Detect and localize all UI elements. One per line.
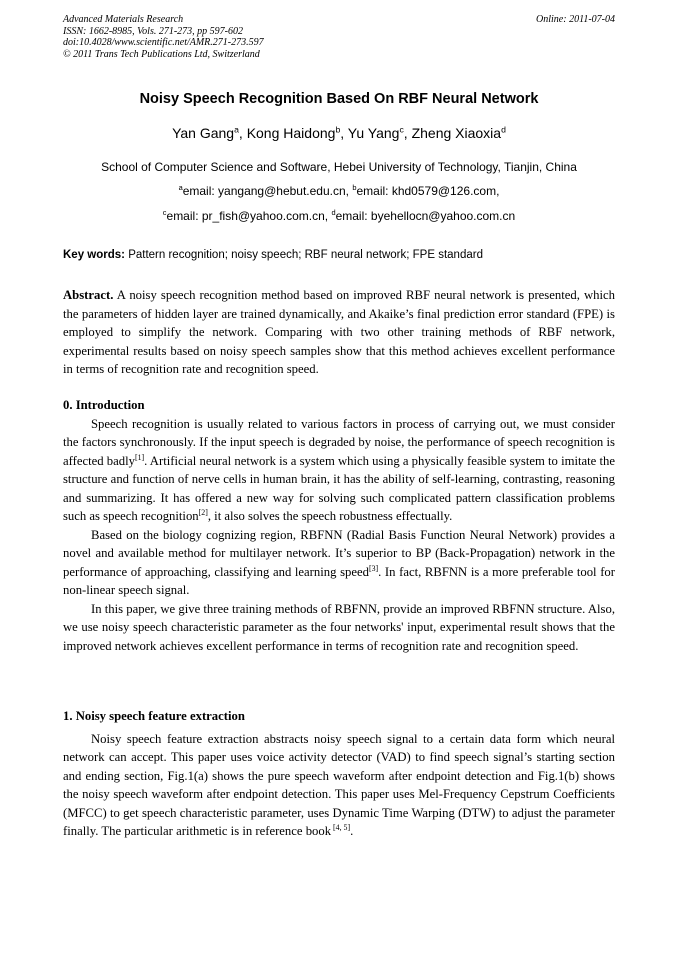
citation: [4, 5] <box>331 822 351 832</box>
author-name: Zheng Xiaoxia <box>411 125 502 141</box>
author-sup: d <box>501 124 506 135</box>
citation: [1] <box>134 452 145 462</box>
journal-header <box>63 14 615 60</box>
paragraph: Speech recognition is usually related to various factors in process of carrying out, we must consider the factors synchronously. If the input speech is degraded by noise, the performance of speech recognition is affected badly[1]. Artificial neural network is a system which using a physically feasible system to imitate the structure and function of nerve cells in human brain, it has the ability of self-learning, contrasting, reasoning and summarizing. It has offered a new way for solving such complicated pattern classification problems such as speech recognition[2], it also solves the speech robustness effectually. <box>63 416 615 523</box>
issn-line: ISSN: 1662-8985, Vols. 271-273, pp 597-602 <box>63 25 243 37</box>
affiliation: School of Computer Science and Software, Hebei University of Technology, Tianjin, China <box>101 160 577 174</box>
section-feature-extraction <box>63 707 615 841</box>
keywords-label: Key words: <box>63 249 125 261</box>
author-sup: a <box>234 124 239 135</box>
citation: [3] <box>368 563 379 573</box>
author-sup: c <box>399 124 404 135</box>
abstract <box>63 286 615 379</box>
online-date: Online: 2011-07-04 <box>536 14 615 25</box>
author-name: Kong Haidong <box>246 125 336 141</box>
keywords-text: Pattern recognition; noisy speech; RBF neural network; FPE standard <box>125 249 483 261</box>
section-heading: 1. Noisy speech feature extraction <box>63 709 245 723</box>
author-sup: b <box>335 124 341 135</box>
section-heading: 0. Introduction <box>63 398 145 412</box>
citation: [2] <box>198 507 208 517</box>
copyright-line: © 2011 Trans Tech Publications Ltd, Switzerland <box>63 48 260 60</box>
journal-name: Advanced Materials Research <box>63 14 184 25</box>
author-name: Yan Gang <box>172 125 235 141</box>
keywords <box>63 249 615 261</box>
doi-line: doi:10.4028/www.scientific.net/AMR.271-273.597 <box>63 37 264 48</box>
email-line-1: $^a$email: yangang@hebut.edu.cn, $^b$email: khd0579@126.com, <box>178 183 500 198</box>
paragraph: In this paper, we give three training methods of RBFNN, provide an improved RBFNN structure. Also, we use noisy speech characteristic parameter as the four networks' input, experimental result shows that the improved network achieves excellent performance in terms of recognition rate and recognition speed. <box>63 601 615 653</box>
abstract-label: Abstract. <box>63 288 114 302</box>
abstract-text: A noisy speech recognition method based on improved RBF neural network is presented, which the parameters of hidden layer are trained dynamically, and Akaike’s final prediction error standard (FPE) is employed to simplify the network. Comparing with two other training methods of RBF network, experimental results based on noisy speech samples show that this method achieves excellent performance in terms of recognition rate and recognition speed. <box>63 288 615 376</box>
email-line-2: $^c$email: pr_fish@yahoo.com.cn, $^d$email: byehellocn@yahoo.com.cn <box>162 208 516 223</box>
section-introduction <box>63 396 615 655</box>
author-list: Yan Gang$^a$, Kong Haidong$^b$, Yu Yang$^c$, Zheng Xiaoxia$^d$ <box>172 124 506 141</box>
paragraph: Based on the biology cognizing region, RBFNN (Radial Basis Function Neural Network) provides a novel and available method for multilayer network. It’s superior to BP (Back-Propagation) network in the performance of approaching, classifying and learning speed[3]. In fact, RBFNN is a more preferable tool for non-linear speech signal. <box>63 527 615 597</box>
paragraph: Noisy speech feature extraction abstracts noisy speech signal to a certain data form which neural network can accept. This paper uses voice activity detector (VAD) to find speech signal’s starting section and ending section, Fig.1(a) shows the pure speech waveform after endpoint detection and Fig.1(b) shows the noisy speech waveform after endpoint detection. This paper uses Mel-Frequency Cepstrum Coefficients (MFCC) to get speech characteristic parameter, uses Dynamic Time Warping (DTW) to adjust the parameter finally. The particular arithmetic is in reference book [4, 5]. <box>63 731 615 838</box>
author-name: Yu Yang <box>347 125 400 141</box>
paper-title: Noisy Speech Recognition Based On RBF Neural Network <box>139 91 539 107</box>
